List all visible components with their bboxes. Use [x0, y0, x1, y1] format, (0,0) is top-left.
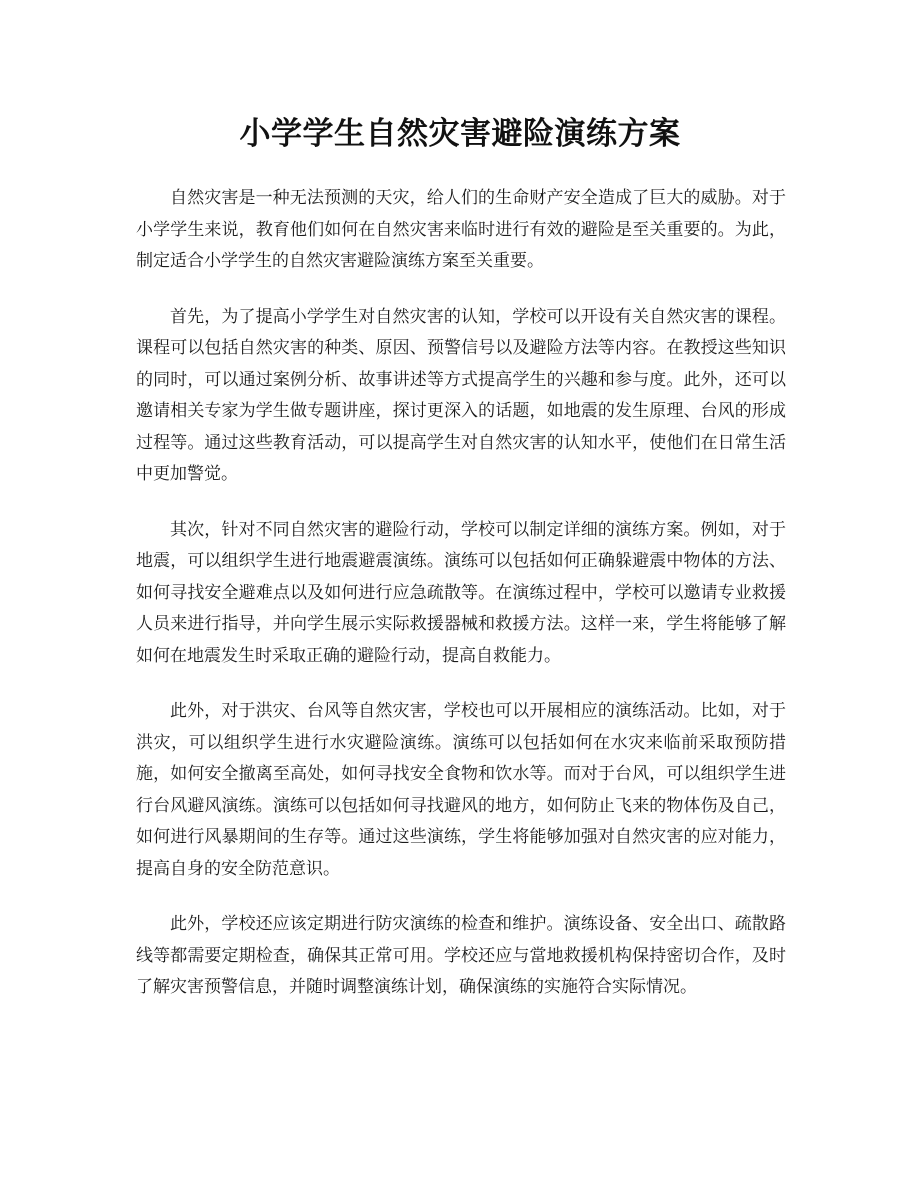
paragraph-maintenance: 此外，学校还应该定期进行防灾演练的检查和维护。演练设备、安全出口、疏散路线等都需要定期检查，确保其正常可用。学校还应与當地救援机构保持密切合作，及时了解灾害预警信息，并随时调整演练计划，确保演练的实施符合实际情况。 [136, 914, 786, 997]
document-title: 小学学生自然灾害避险演练方案 [239, 116, 681, 152]
paragraph-flood-typhoon-drill: 此外，对于洪灾、台风等自然灾害，学校也可以开展相应的演练活动。比如，对于洪灾，可以组织学生进行水灾避险演练。演练可以包括如何在水灾来临前采取预防措施，如何安全撤离至高处，如何寻找安全食物和饮水等。而对于台风，可以组织学生进行台风避风演练。演练可以包括如何寻找避风的地方，如何防止飞来的物体伤及自己，如何进行风暴期间的生存等。通过这些演练，学生将能够加强对自然灾害的应对能力，提高自身的安全防范意识。 [136, 701, 786, 879]
paragraph-education: 首先，为了提高小学学生对自然灾害的认知，学校可以开设有关自然灾害的课程。课程可以包括自然灾害的种类、原因、预警信号以及避险方法等内容。在教授这些知识的同时，可以通过案例分析、故事讲述等方式提高学生的兴趣和参与度。此外，还可以邀请相关专家为学生做专题讲座，探讨更深入的话题，如地震的发生原理、台风的形成过程等。通过这些教育活动，可以提高学生对自然灾害的认知水平，使他们在日常生活中更加警觉。 [136, 306, 786, 484]
paragraph-earthquake-drill: 其次，针对不同自然灾害的避险行动，学校可以制定详细的演练方案。例如，对于地震，可以组织学生进行地震避震演练。演练可以包括如何正确躲避震中物体的方法、如何寻找安全避难点以及如何进行应急疏散等。在演练过程中，学校可以邀请专业救援人员来进行指导，并向学生展示实际救援器械和救援方法。这样一来，学生将能够了解如何在地震发生时采取正确的避险行动，提高自救能力。 [136, 519, 786, 666]
paragraph-intro: 自然灾害是一种无法预测的天灾，给人们的生命财产安全造成了巨大的威胁。对于小学学生来说，教育他们如何在自然灾害来临时进行有效的避险是至关重要的。为此，制定适合小学学生的自然灾害避险演练方案至关重要。 [136, 188, 786, 271]
document-body [136, 183, 786, 1028]
